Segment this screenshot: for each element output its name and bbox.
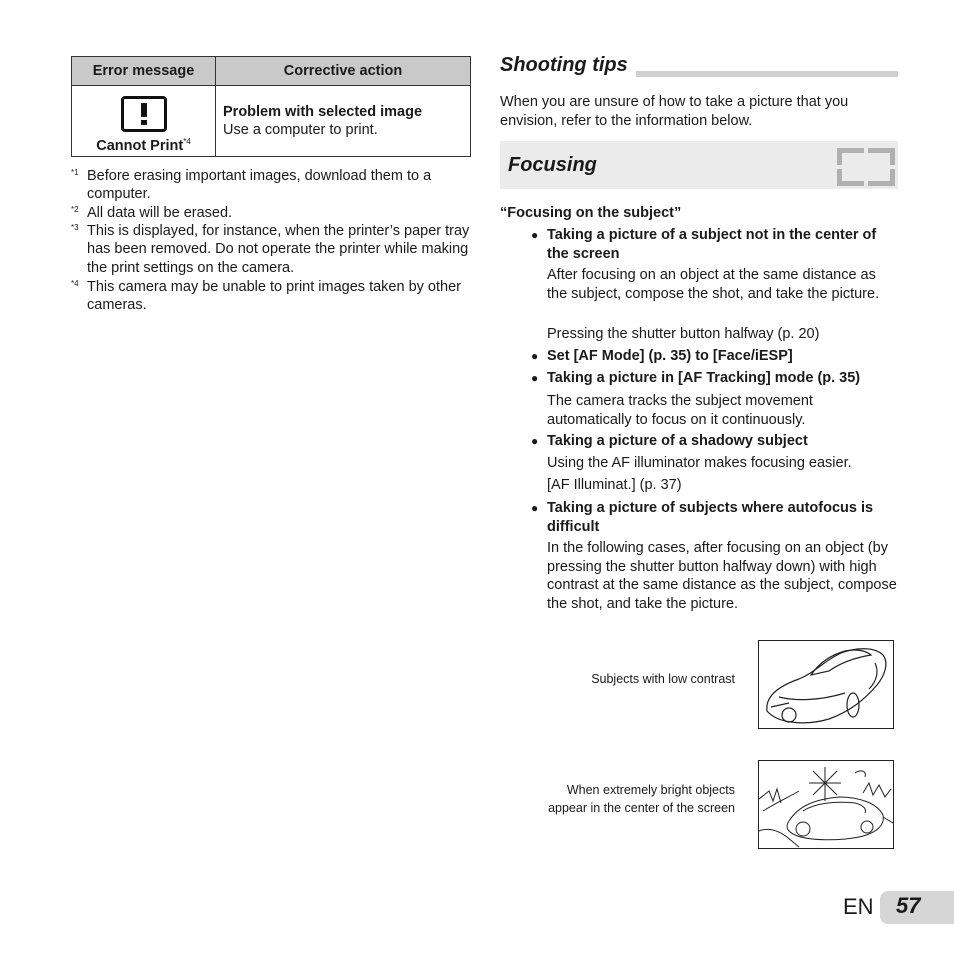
bullet-icon: ● — [531, 371, 539, 385]
col-header-error-message: Error message — [72, 57, 216, 86]
language-label: EN — [843, 894, 874, 919]
tip-5-title: Taking a picture of subjects where autofocus is difficult — [547, 500, 874, 535]
tip-5-text: In the following cases, after focusing on an object (by pressing the shutter button halfway down) with high contrast at the same distance as the subject, compose the shot, and take the picture. — [547, 540, 897, 612]
bullet-icon: ● — [531, 349, 539, 363]
bullet-icon: ● — [531, 228, 539, 242]
example-caption-low-contrast: Subjects with low contrast — [591, 672, 735, 686]
action-text: Use a computer to print. — [223, 122, 378, 138]
tip-4-title: Taking a picture of a shadowy subject — [547, 433, 808, 449]
footnote-1: *1 Before erasing important images, download them to a computer. — [71, 168, 432, 203]
car-line-drawing-image — [758, 640, 894, 729]
table-row — [72, 86, 471, 157]
tip-4-text: Using the AF illuminator makes focusing easier. — [547, 455, 852, 471]
action-title: Problem with selected image — [223, 104, 423, 120]
tip-3-text: The camera tracks the subject movement automatically to focus on it continuously. — [547, 393, 813, 428]
error-table — [71, 56, 471, 157]
error-cell — [72, 86, 216, 157]
heading-rule — [636, 71, 898, 77]
example-caption-bright-objects: When extremely bright objects appear in the center of the screen — [548, 783, 735, 815]
bullet-icon: ● — [531, 434, 539, 448]
tip-4-ref: [AF Illuminat.] (p. 37) — [547, 477, 682, 493]
tip-1-title: Taking a picture of a subject not in the center of the screen — [547, 227, 877, 262]
section-heading-focusing: Focusing — [508, 154, 597, 176]
tip-1-ref: Pressing the shutter button halfway (p. 20) — [547, 326, 820, 342]
action-cell — [216, 86, 471, 157]
section-heading-shooting-tips: Shooting tips — [500, 54, 628, 76]
error-message: Cannot Print$^{*4}$ — [96, 137, 191, 154]
subsection-title: “Focusing on the subject” — [500, 205, 682, 221]
car-with-bright-light-image — [758, 760, 894, 849]
footnote-3: *3 This is displayed, for instance, when the printer’s paper tray has been removed. Do not operate the printer while making the print settings on the camera. — [71, 223, 470, 276]
tip-3-title: Taking a picture in [AF Tracking] mode (p. 35) — [547, 370, 861, 386]
tip-2-title: Set [AF Mode] (p. 35) to [Face/iESP] — [547, 348, 793, 364]
tip-1-text: After focusing on an object at the same distance as the subject, compose the shot, and take the picture. — [547, 267, 880, 302]
intro-text: When you are unsure of how to take a picture that you envision, refer to the information below. — [500, 94, 849, 129]
col-header-corrective-action: Corrective action — [216, 57, 471, 86]
footnote-4: *4 This camera may be unable to print images taken by other cameras. — [71, 279, 461, 314]
exclamation-warning-icon — [121, 96, 167, 132]
page-number: 57 — [896, 893, 921, 918]
footnote-2: *2 All data will be erased. — [71, 205, 233, 221]
bullet-icon: ● — [531, 501, 539, 515]
